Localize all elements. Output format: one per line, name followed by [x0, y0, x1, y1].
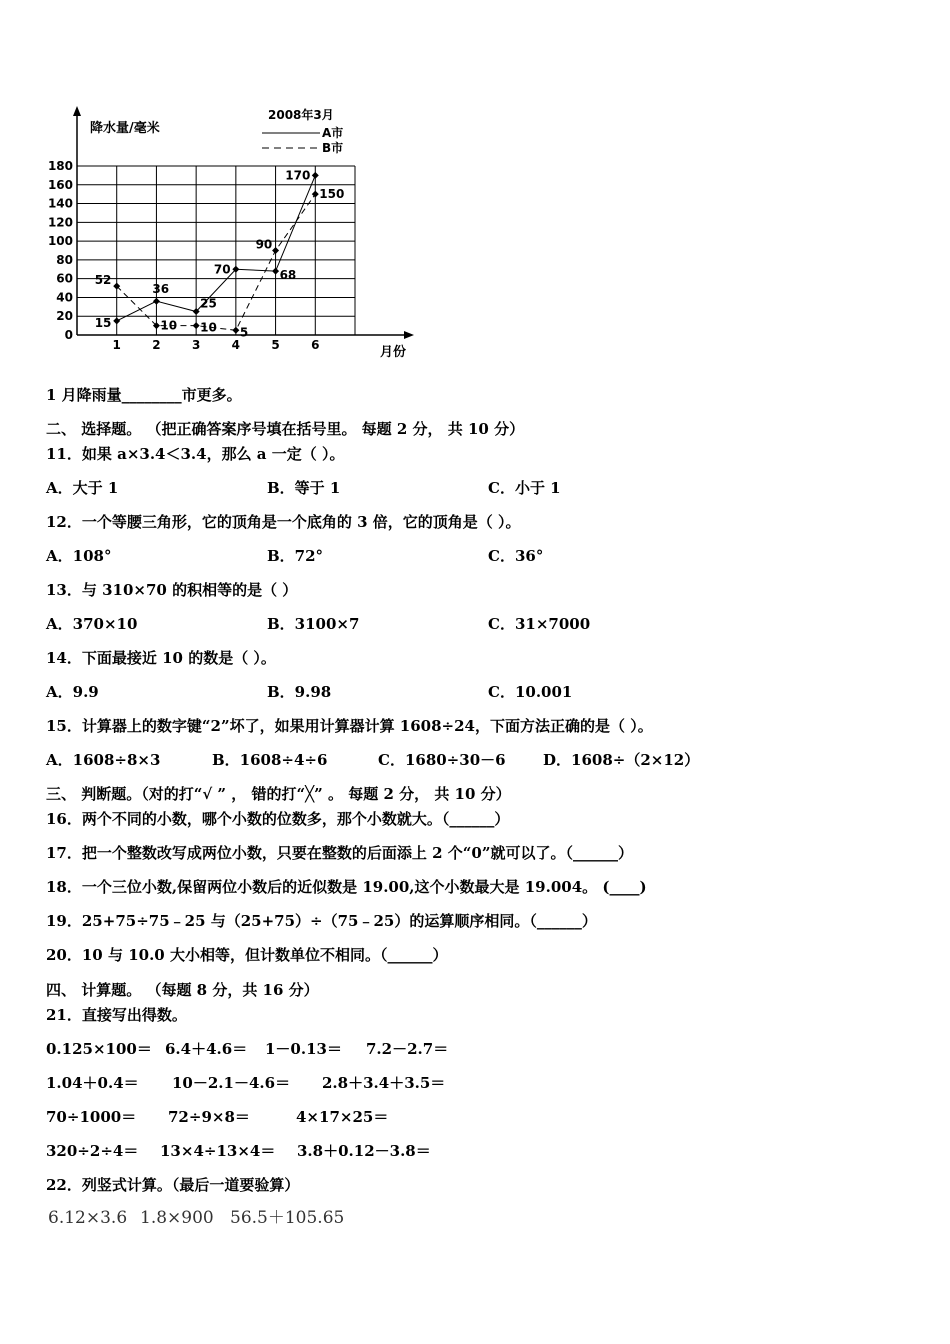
y-tick-label: 180	[47, 159, 73, 173]
series-b-data-label: 10	[160, 318, 178, 333]
series-a-data-label: 25	[200, 296, 217, 311]
question-19: 19．25+75÷75﹣25 与（25+75）÷（75﹣25）的运算顺序相同。（______）	[46, 912, 597, 930]
series-b-point	[193, 322, 200, 329]
series-a-data-label: 70	[213, 262, 231, 277]
q14-option-a: A．9.9	[46, 683, 99, 701]
x-tick-label: 5	[271, 338, 280, 352]
series-b-point	[272, 247, 279, 254]
q12-option-c: C．36°	[488, 547, 544, 565]
calc-item: 6.4＋4.6＝	[165, 1040, 248, 1058]
series-b-point	[232, 327, 239, 334]
q11-option-b: B．等于 1	[267, 479, 341, 497]
series-b-data-label: 5	[239, 325, 249, 340]
series-b-data-label: 90	[255, 237, 273, 252]
series-a-data-label: 15	[94, 315, 112, 330]
question-15: 15．计算器上的数字键“2”坏了，如果用计算器计算 1608÷24，下面方法正确的是（ ）。	[46, 717, 653, 735]
q15-option-a: A．1608÷8×3	[46, 751, 161, 769]
x-tick-label: 3	[191, 338, 201, 352]
series-a-data-label: 68	[279, 268, 297, 283]
rainfall-line-chart	[40, 100, 420, 370]
vertical-calc-item: 6.12×3.6	[48, 1208, 128, 1228]
x-tick-label: 2	[152, 338, 161, 352]
question-21: 21．直接写出得数。	[46, 1006, 187, 1024]
legend-a-label: A市	[322, 126, 344, 140]
question-13: 13．与 310×70 的积相等的是（ ）	[46, 581, 298, 599]
series-b-data-label: 52	[94, 273, 112, 288]
y-axis-arrow	[73, 106, 81, 116]
fill-in-question: 1 月降雨量________市更多。	[46, 386, 242, 404]
calc-item: 70÷1000＝	[46, 1108, 137, 1126]
x-axis-arrow	[404, 331, 414, 339]
q15-option-d: D．1608÷（2×12）	[543, 751, 700, 769]
question-20: 20．10 与 10.0 大小相等，但计数单位不相同。（______）	[46, 946, 448, 964]
y-tick-label: 20	[56, 309, 73, 324]
question-17: 17．把一个整数改写成两位小数，只要在整数的后面添上 2 个“0”就可以了。（______）	[46, 844, 633, 862]
calc-item: 10－2.1－4.6＝	[172, 1074, 291, 1092]
series-b-data-label: 10	[200, 320, 217, 335]
q11-option-c: C．小于 1	[488, 479, 561, 497]
calc-item: 72÷9×8＝	[168, 1108, 250, 1126]
x-axis-label: 月份	[380, 345, 407, 360]
chart-series	[95, 168, 345, 339]
x-tick-label: 6	[311, 338, 320, 352]
vertical-calc-item: 56.5＋105.65	[230, 1208, 345, 1228]
y-tick-label: 60	[56, 271, 73, 286]
chart-legend	[262, 107, 343, 155]
q11-option-a: A．大于 1	[46, 479, 119, 497]
series-b-point	[312, 191, 319, 198]
calc-item: 4×17×25＝	[296, 1108, 389, 1126]
calc-item: 13×4÷13×4＝	[160, 1142, 276, 1160]
calc-item: 1－0.13＝	[265, 1040, 342, 1058]
q14-option-c: C．10.001	[488, 683, 573, 701]
y-tick-label: 120	[47, 215, 73, 230]
question-11: 11．如果 a×3.4＜3.4，那么 a 一定（ ）。	[46, 445, 345, 463]
series-a-point	[153, 298, 160, 305]
x-tick-label: 4	[231, 338, 241, 352]
q14-option-b: B．9.98	[267, 683, 332, 701]
calc-item: 7.2－2.7＝	[366, 1040, 449, 1058]
question-14: 14．下面最接近 10 的数是（ ）。	[46, 649, 276, 667]
section-4-heading: 四、 计算题。 （每题 8 分，共 16 分）	[46, 981, 319, 999]
section-2-text: 二、 选择题。 （把正确答案序号填在括号里。 每题 2 分， 共 10 分）	[46, 420, 525, 438]
q12-option-a: A．108°	[46, 547, 112, 565]
calc-item: 2.8＋3.4＋3.5＝	[322, 1074, 446, 1092]
calc-item: 0.125×100＝	[46, 1040, 152, 1058]
series-b-data-label: 150	[319, 187, 345, 202]
chart-ticks	[48, 159, 320, 352]
q12-option-b: B．72°	[267, 547, 324, 565]
calc-item: 3.8＋0.12－3.8＝	[297, 1142, 431, 1160]
q15-option-c: C．1680÷30－6	[378, 751, 506, 769]
q13-option-b: B．3100×7	[267, 615, 360, 633]
series-a-point	[113, 317, 120, 324]
q13-option-a: A．370×10	[46, 615, 138, 633]
question-12: 12．一个等腰三角形，它的顶角是一个底角的 3 倍，它的顶角是（ ）。	[46, 513, 521, 531]
q13-option-c: C．31×7000	[488, 615, 591, 633]
y-tick-label: 140	[47, 196, 73, 211]
question-18: 18．一个三位小数,保留两位小数后的近似数是 19.00,这个小数最大是 19.004。 (____)	[46, 878, 647, 896]
series-a-point	[312, 172, 319, 179]
question-16: 16．两个不同的小数，哪个小数的位数多，那个小数就大。（______）	[46, 810, 510, 828]
legend-title: 2008年3月	[268, 108, 334, 122]
series-a-point	[272, 268, 279, 275]
y-tick-label: 40	[56, 290, 73, 305]
y-tick-label: 0	[64, 328, 73, 342]
vertical-calc-item: 1.8×900	[140, 1208, 214, 1228]
x-tick-label: 1	[112, 338, 121, 352]
y-tick-label: 80	[56, 252, 73, 267]
q15-option-b: B．1608÷4÷6	[212, 751, 328, 769]
legend-b-label: B市	[322, 141, 344, 155]
y-axis-label: 降水量/毫米	[90, 121, 160, 136]
y-tick-label: 100	[47, 234, 73, 249]
section-3-heading: 三、 判断题。（对的打“√ ” ， 错的打“╳” 。 每题 2 分， 共 10 分）	[46, 785, 511, 803]
question-22: 22．列竖式计算。（最后一道要验算）	[46, 1176, 300, 1194]
y-tick-label: 160	[47, 177, 73, 192]
calc-item: 320÷2÷4＝	[46, 1142, 139, 1160]
calc-item: 1.04＋0.4＝	[46, 1074, 139, 1092]
series-a-data-label: 170	[285, 168, 311, 183]
section-2-heading	[46, 419, 524, 439]
series-a-data-label: 36	[152, 282, 170, 297]
